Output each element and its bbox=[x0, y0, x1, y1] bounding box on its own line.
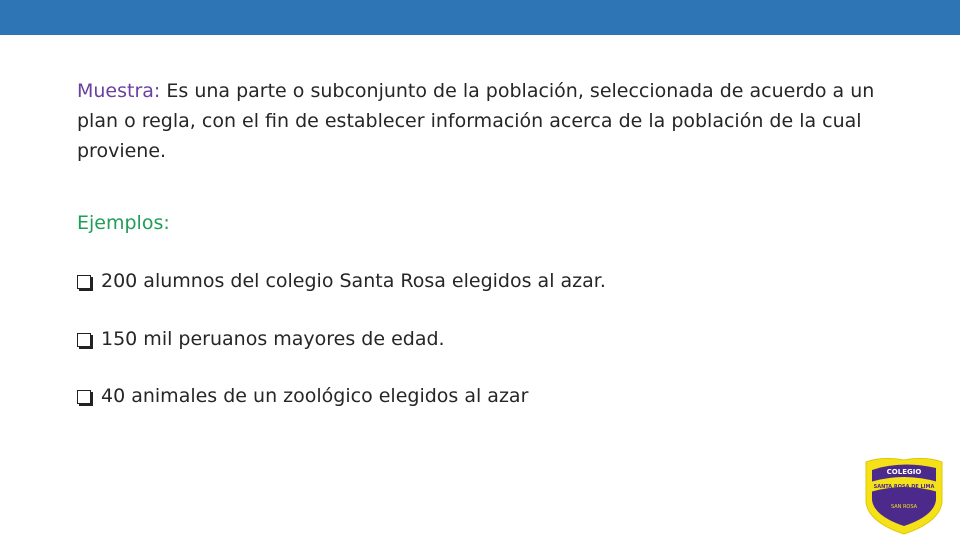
school-crest-logo bbox=[862, 456, 946, 536]
examples-heading: Ejemplos: bbox=[77, 212, 170, 234]
example-text: 200 alumnos del colegio Santa Rosa elegidos al azar. bbox=[101, 270, 606, 292]
checkbox-bullet-icon bbox=[77, 333, 91, 347]
top-bar bbox=[0, 0, 960, 35]
example-text: 40 animales de un zoológico elegidos al azar bbox=[101, 385, 529, 407]
svg-text:SANTA ROSA DE LIMA: SANTA ROSA DE LIMA bbox=[873, 484, 935, 490]
checkbox-bullet-icon bbox=[77, 390, 91, 404]
svg-text:COLEGIO: COLEGIO bbox=[886, 468, 922, 476]
example-text: 150 mil peruanos mayores de edad. bbox=[101, 328, 445, 350]
example-item bbox=[77, 381, 528, 411]
example-item bbox=[77, 324, 445, 354]
definition-text: Es una parte o subconjunto de la población, seleccionada de acuerdo a un plan o regla, con el fin de establecer información acerca de la población de la cual proviene. bbox=[77, 80, 875, 162]
svg-text:SAN ROSA: SAN ROSA bbox=[890, 504, 918, 510]
definition-term: Muestra: bbox=[77, 80, 161, 102]
example-item bbox=[77, 266, 606, 296]
checkbox-bullet-icon bbox=[77, 275, 91, 289]
definition-paragraph bbox=[77, 76, 877, 166]
